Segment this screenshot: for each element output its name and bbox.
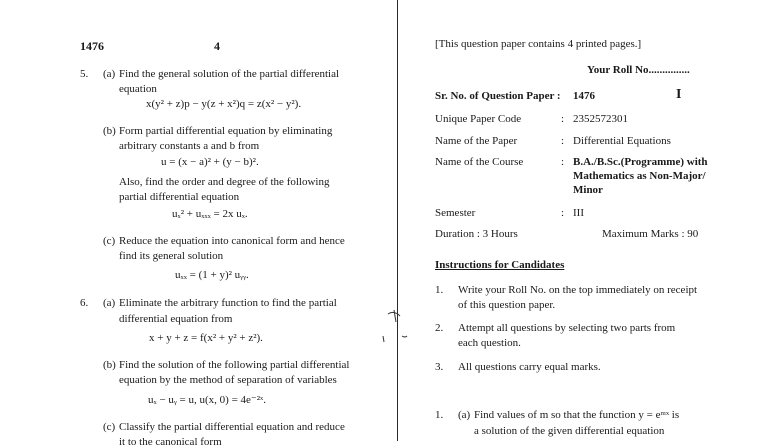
q5b-label: (b) xyxy=(103,125,116,137)
q6c-text-2: it to the canonical form xyxy=(119,436,222,448)
duration: Duration : 3 Hours xyxy=(435,228,518,240)
q5b-text-3: Also, find the order and degree of the following xyxy=(119,176,330,188)
q6a-text-2: differential equation from xyxy=(119,313,233,325)
q5c-text-1: Reduce the equation into canonical form and hence xyxy=(119,235,345,247)
q6a-label: (a) xyxy=(103,297,116,309)
scan-marks xyxy=(380,300,410,350)
maximum-marks: Maximum Marks : 90 xyxy=(602,228,699,240)
question-1-number: 1. xyxy=(435,409,444,421)
paper-number: 1476 xyxy=(80,39,104,53)
unique-code-label: Unique Paper Code xyxy=(435,113,522,125)
unique-code-value: 2352572301 xyxy=(573,113,628,125)
question-6-number: 6. xyxy=(80,297,89,309)
course-name-label: Name of the Course xyxy=(435,156,524,168)
q6b-text-1: Find the solution of the following partial differential xyxy=(119,359,350,371)
semester-value: III xyxy=(573,207,584,219)
q5c-equation: uₓₓ = (1 + y)² uᵧᵧ. xyxy=(175,269,249,281)
q5c-label: (c) xyxy=(103,235,116,247)
course-name-value-3: Minor xyxy=(573,184,603,196)
roll-number-label: Your Roll No............... xyxy=(587,64,690,76)
q6b-equation: uₓ − uᵧ = u, u(x, 0) = 4e⁻²ˣ. xyxy=(148,394,266,406)
instruction-1-number: 1. xyxy=(435,284,444,296)
instruction-2-text-1: Attempt all questions by selecting two parts from xyxy=(458,322,676,334)
question-5-number: 5. xyxy=(80,68,89,80)
q5b-equation-2: uₓ² + uₓₓₓ = 2x uₓ. xyxy=(172,208,248,220)
q1a-text-2: a solution of the given differential equation xyxy=(474,425,665,437)
q1a-label: (a) xyxy=(458,409,471,421)
page-divider xyxy=(397,0,398,441)
course-name-value-2: Mathematics as Non-Major/ xyxy=(573,170,706,182)
q5b-text-1: Form partial differential equation by eliminating xyxy=(119,125,333,137)
page-number: 4 xyxy=(214,39,220,53)
instruction-1-text-2: of this question paper. xyxy=(458,299,556,311)
q6c-label: (c) xyxy=(103,421,116,433)
course-name-colon: : xyxy=(561,156,565,168)
course-name-value: B.A./B.Sc.(Programme) with xyxy=(573,156,708,168)
q6a-equation: x + y + z = f(x² + y² + z²). xyxy=(149,332,263,344)
header-note: [This question paper contains 4 printed pages.] xyxy=(435,38,642,50)
q6b-text-2: equation by the method of separation of variables xyxy=(119,374,337,386)
q5b-text-4: partial differential equation xyxy=(119,191,240,203)
q6b-label: (b) xyxy=(103,359,116,371)
q5a-label: (a) xyxy=(103,68,116,80)
instruction-3-number: 3. xyxy=(435,361,444,373)
unique-code-colon: : xyxy=(561,113,565,125)
semester-label: Semester xyxy=(435,207,476,219)
paper-name-value: Differential Equations xyxy=(573,135,671,147)
q6a-text-1: Eliminate the arbitrary function to find the partial xyxy=(119,297,337,309)
q5c-text-2: find its general solution xyxy=(119,250,224,262)
instruction-3-text-1: All questions carry equal marks. xyxy=(458,361,601,373)
sr-no-label: Sr. No. of Question Paper : xyxy=(435,90,561,102)
q6c-text-1: Classify the partial differential equation and reduce xyxy=(119,421,345,433)
q1a-text-1: Find values of m so that the function y = eᵐˣ is xyxy=(474,409,680,421)
q5b-text-2: arbitrary constants a and b from xyxy=(119,140,260,152)
instruction-2-number: 2. xyxy=(435,322,444,334)
instruction-2-text-2: each question. xyxy=(458,337,521,349)
instruction-1-text-1: Write your Roll No. on the top immediately on receipt xyxy=(458,284,698,296)
semester-colon: : xyxy=(561,207,565,219)
instructions-title: Instructions for Candidates xyxy=(435,259,565,271)
q5a-text-1: Find the general solution of the partial differential xyxy=(119,68,340,80)
q5a-text-2: equation xyxy=(119,83,157,95)
q5a-equation: x(y² + z)p − y(z + x²)q = z(x² − y²). xyxy=(146,98,302,110)
paper-name-colon: : xyxy=(561,135,565,147)
q5b-equation: u = (x − a)² + (y − b)². xyxy=(161,156,259,168)
paper-name-label: Name of the Paper xyxy=(435,135,518,147)
sr-no-value: 1476 xyxy=(573,90,595,102)
set-marker: I xyxy=(676,87,682,102)
